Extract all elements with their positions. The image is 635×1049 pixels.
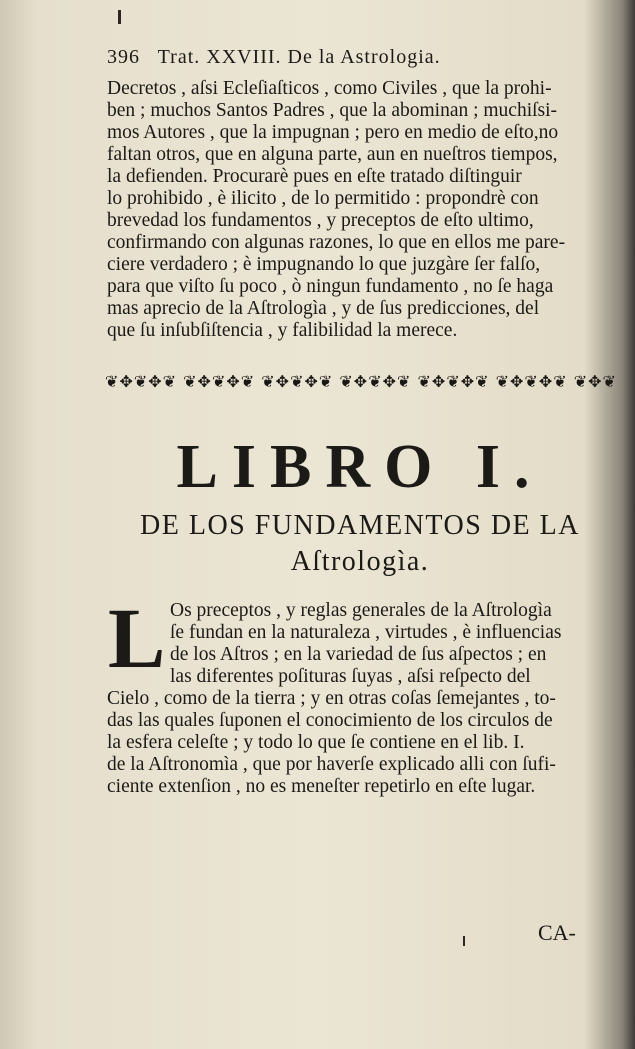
text-line: la defienden. Procurarè pues en eſte tratado diſtinguir (107, 166, 522, 187)
ink-speck (463, 936, 465, 946)
text-line: faltan otros, que en alguna parte, aun en nueſtros tiempos, (107, 144, 558, 165)
text-line: de los Aſtros ; en la variedad de ſus aſpectos ; en (170, 644, 547, 665)
book-title: LIBRO I. (176, 433, 544, 501)
text-line: ciere verdadero ; è impugnando lo que juzgàre ſer falſo, (107, 254, 541, 275)
text-line: de la Aſtronomìa , que por haverſe explicado alli con ſufi- (107, 754, 556, 775)
text-line: ciente extenſion , no es meneſter repetirlo en eſte lugar. (107, 776, 536, 797)
text-line: das las quales ſuponen el conocimiento de los circulos de (107, 710, 553, 731)
running-header (107, 46, 607, 69)
text-line: para que viſto ſu poco , ò ningun fundamento , no ſe haga (107, 276, 554, 297)
ink-speck (118, 10, 121, 24)
running-title: Trat. XXVIII. De la Astrologia. (157, 46, 441, 68)
text-line: que ſu inſubſiſtencia , y falibilidad la merece. (107, 320, 458, 341)
catchword: CA- (538, 920, 576, 945)
text-line: brevedad los fundamentos , y preceptos de eſto ultimo, (107, 210, 534, 231)
drop-cap: L (108, 590, 166, 686)
text-line: ſe fundan en la naturaleza , virtudes , è influencias (170, 622, 562, 643)
text-line: confirmando con algunas razones, lo que en ellos me pare- (107, 232, 566, 253)
text-line: las diferentes poſituras ſuyas , aſsi reſpecto del (170, 666, 531, 687)
page-number: 396 (107, 46, 140, 68)
text-line: ben ; muchos Santos Padres , que la abominan ; muchiſsi- (107, 100, 558, 121)
text-line: mos Autores , que la impugnan ; pero en medio de eſto,no (107, 122, 559, 143)
ornamental-divider: ❦✥❦✥❦ ❦✥❦✥❦ ❦✥❦✥❦ ❦✥❦✥❦ ❦✥❦✥❦ ❦✥❦✥❦ ❦✥❦ (105, 372, 617, 391)
text-line: lo prohibido , è ilicito , de lo permitido : propondrè con (107, 188, 539, 209)
text-line: Os preceptos , y reglas generales de la Aſtrologìa (170, 600, 552, 621)
text-line: Decretos , aſsi Ecleſiaſticos , como Civiles , que la prohi- (107, 78, 552, 99)
text-line: mas aprecio de la Aſtrologìa , y de ſus predicciones, del (107, 298, 540, 319)
text-line: Cielo , como de la tierra ; y en otras coſas ſemejantes , to- (107, 688, 556, 709)
subtitle-line: Aſtrologìa. (290, 546, 430, 577)
text-line: la esfera celeſte ; y todo lo que ſe contiene en el lib. I. (107, 732, 525, 753)
subtitle-line: DE LOS FUNDAMENTOS DE LA (140, 510, 580, 541)
